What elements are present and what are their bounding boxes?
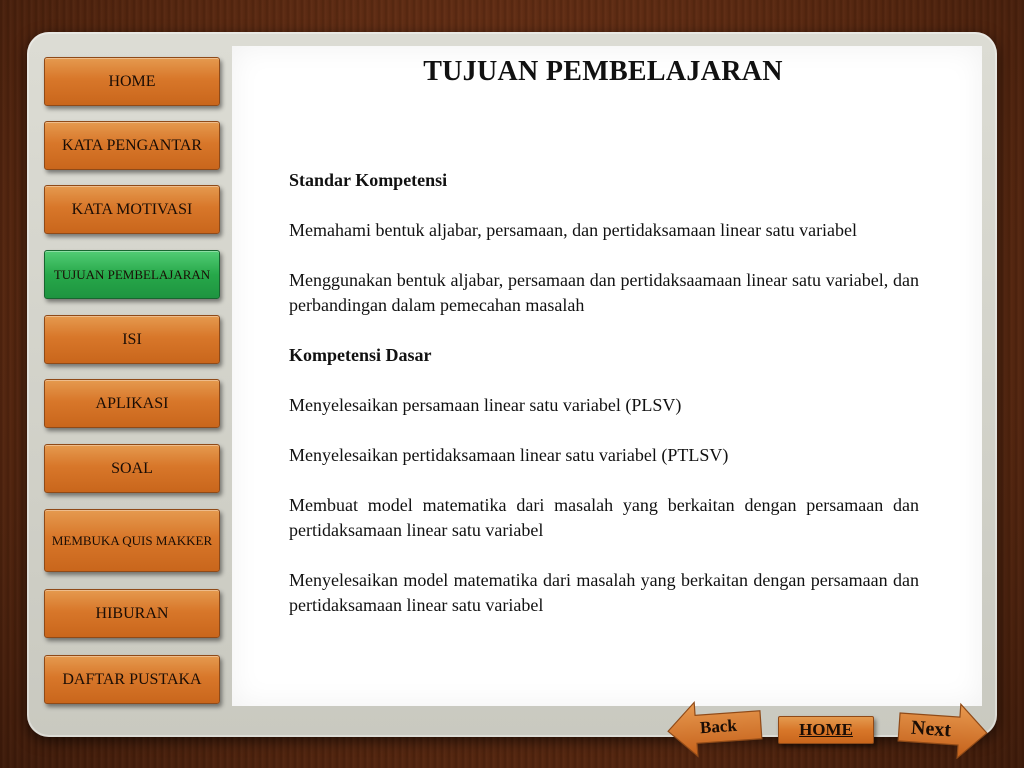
nav-home-button[interactable]: HOME	[44, 57, 220, 106]
standar-kompetensi-item: Memahami bentuk aljabar, persamaan, dan pertidaksamaan linear satu variabel	[289, 220, 858, 240]
standar-kompetensi-heading: Standar Kompetensi	[289, 170, 448, 190]
nav-membuka-quis-button[interactable]: MEMBUKA QUIS MAKKER	[44, 509, 220, 572]
nav-soal-button[interactable]: SOAL	[44, 444, 220, 493]
standar-kompetensi-item: Menggunakan bentuk aljabar, persamaan dan pertidaksaamaan linear satu variabel, dan perbandingan dalam pemecahan masalah	[289, 270, 919, 315]
nav-kata-pengantar-button[interactable]: KATA PENGANTAR	[44, 121, 220, 170]
kompetensi-dasar-item: Menyelesaikan model matematika dari masalah yang berkaitan dengan persamaan dan pertidaksamaan linear satu variabel	[289, 570, 919, 615]
kompetensi-dasar-item: Menyelesaikan pertidaksamaan linear satu variabel (PTLSV)	[289, 445, 729, 465]
nav-isi-button[interactable]: ISI	[44, 315, 220, 364]
page-title: TUJUAN PEMBELAJARAN	[423, 56, 783, 87]
kompetensi-dasar-heading: Kompetensi Dasar	[289, 345, 432, 365]
nav-kata-motivasi-button[interactable]: KATA MOTIVASI	[44, 185, 220, 234]
next-button[interactable]	[897, 701, 989, 759]
kompetensi-dasar-item: Membuat model matematika dari masalah yang berkaitan dengan persamaan dan pertidaksamaan linear satu variabel	[289, 495, 919, 540]
nav-hiburan-button[interactable]: HIBURAN	[44, 589, 220, 638]
bottom-home-button[interactable]: HOME	[778, 716, 874, 744]
content-body	[289, 168, 919, 643]
back-label: Back	[699, 715, 738, 738]
nav-aplikasi-button[interactable]: APLIKASI	[44, 379, 220, 428]
back-button[interactable]	[666, 698, 764, 758]
next-label: Next	[910, 716, 952, 742]
kompetensi-dasar-item: Menyelesaikan persamaan linear satu variabel (PLSV)	[289, 395, 682, 415]
nav-daftar-pustaka-button[interactable]: DAFTAR PUSTAKA	[44, 655, 220, 704]
nav-tujuan-pembelajaran-button[interactable]: TUJUAN PEMBELAJARAN	[44, 250, 220, 299]
